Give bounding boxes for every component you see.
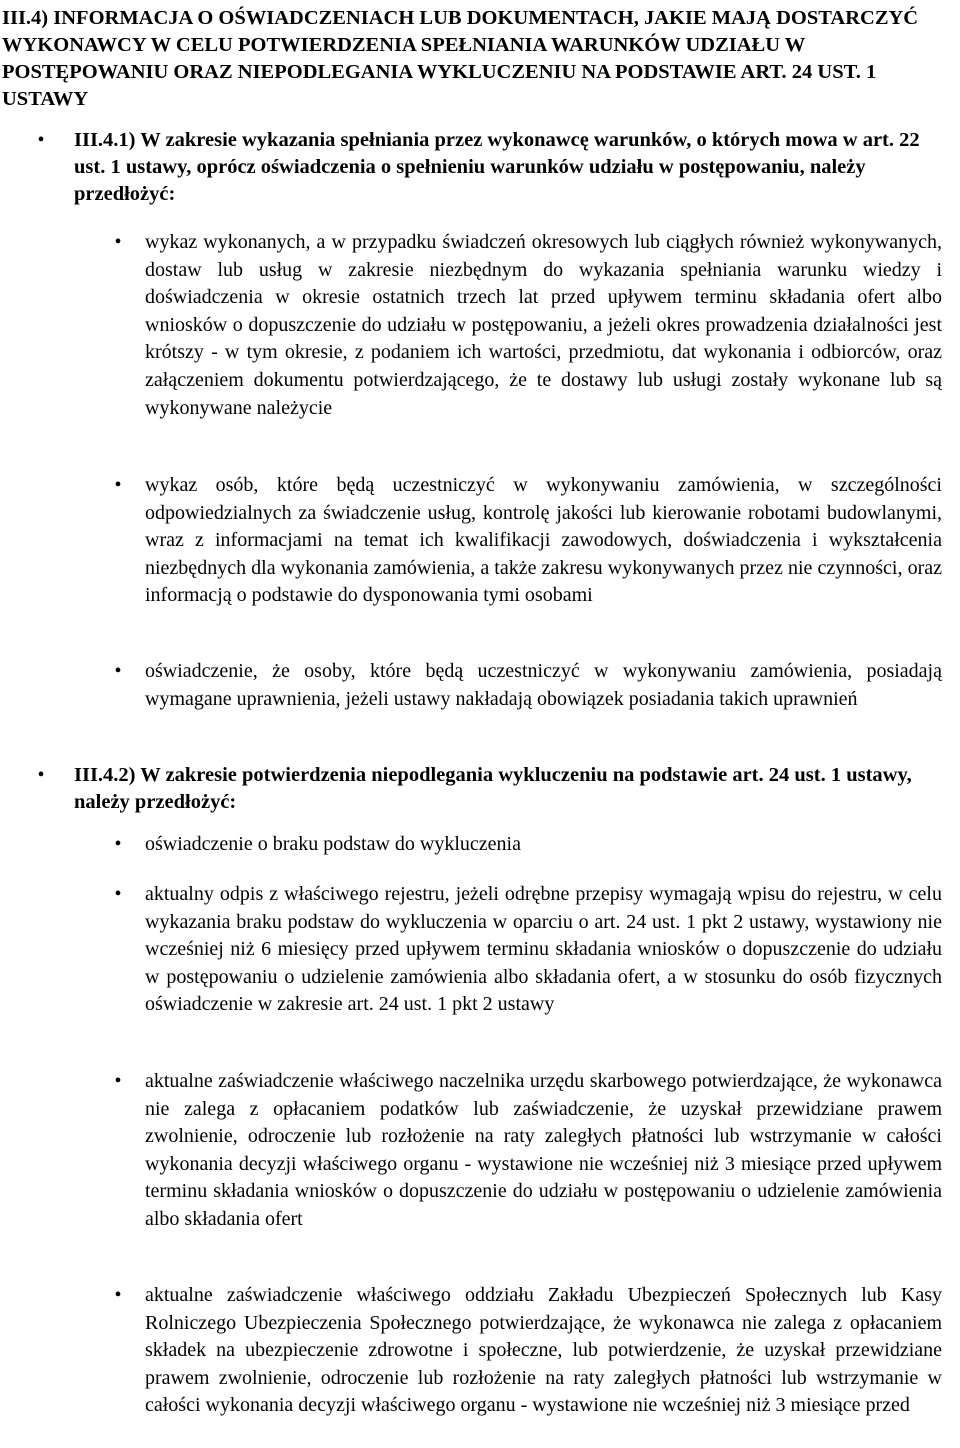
- list-bullet: •: [114, 883, 122, 905]
- list-bullet: •: [114, 833, 122, 855]
- section-bullet: •: [37, 129, 45, 151]
- list-bullet: •: [114, 1070, 122, 1092]
- list-item-text: wykaz wykonanych, a w przypadku świadczeń okresowych lub ciągłych również wykonywanych, dostaw lub usług w zakresie niezbędnym do wykazania spełniania warunku wiedzy i doświadczenia w okresie ostatnich trzech lat przed upływem terminu składania ofert albo wniosków o dopuszczenie do udziału w postępowaniu, a jeżeli okres prowadzenia działalności jest krótszy - w tym okresie, z podaniem ich wartości, przedmiotu, dat wykonania i odbiorców, oraz załączeniem dokumentu potwierdzającego, że te dostawy lub usługi zostały wykonane lub są wykonywane należycie: [145, 231, 942, 419]
- list-item-text: aktualne zaświadczenie właściwego naczelnika urzędu skarbowego potwierdzające, że wykonawca nie zalega z opłacaniem podatków lub zaświadczenie, że uzyskał przewidziane prawem zwolnienie, odroczenie lub rozłożenie na raty zaległych płatności lub wstrzymanie w całości wykonania decyzji właściwego organu - wystawione nie wcześniej niż 3 miesiące przed upływem terminu składania wniosków o dopuszczenie do udziału w postępowaniu o udzielenie zamówienia albo składania ofert: [145, 1070, 942, 1230]
- list-bullet: •: [114, 660, 122, 682]
- list-item-text: oświadczenie, że osoby, które będą uczestniczyć w wykonywaniu zamówienia, posiadają wymagane uprawnienia, jeżeli ustawy nakładają obowiązek posiadania takich uprawnień: [145, 660, 942, 710]
- list-bullet: •: [114, 1284, 122, 1306]
- section-title: III.4.2) W zakresie potwierdzenia niepodlegania wykluczeniu na podstawie art. 24 ust. 1 ustawy, należy przedłożyć:: [74, 764, 912, 813]
- list-item-text: wykaz osób, które będą uczestniczyć w wykonywaniu zamówienia, w szczególności odpowiedzialnych za świadczenie usług, kontrolę jakości lub kierowanie robotami budowlanymi, wraz z informacjami na temat ich kwalifikacji zawodowych, doświadczenia i wykształcenia niezbędnych dla wykonania zamówienia, a także zakresu wykonywanych przez nie czynności, oraz informacją o podstawie do dysponowania tymi osobami: [145, 474, 942, 607]
- section-heading: III.4) INFORMACJA O OŚWIADCZENIACH LUB DOKUMENTACH, JAKIE MAJĄ DOSTARCZYĆ WYKONAWCY W CELU POTWIERDZENIA SPEŁNIANIA WARUNKÓW UDZIAŁU W POSTĘPOWANIU ORAZ NIEPODLEGANIA WYKLUCZENIU NA PODSTAWIE ART. 24 UST. 1 USTAWY: [2, 7, 919, 110]
- list-item-text: aktualny odpis z właściwego rejestru, jeżeli odrębne przepisy wymagają wpisu do rejestru, w celu wykazania braku podstaw do wykluczenia w oparciu o art. 24 ust. 1 pkt 2 ustawy, wystawiony nie wcześniej niż 6 miesięcy przed upływem terminu składania wniosków o dopuszczenie do udziału w postępowaniu o udzielenie zamówienia albo składania ofert, a w stosunku do osób fizycznych oświadczenie w zakresie art. 24 ust. 1 pkt 2 ustawy: [145, 883, 942, 1016]
- list-bullet: •: [114, 231, 122, 253]
- section-bullet: •: [37, 764, 45, 786]
- section-title: III.4.1) W zakresie wykazania spełniania przez wykonawcę warunków, o których mowa w art. 22 ust. 1 ustawy, oprócz oświadczenia o spełnieniu warunków udziału w postępowaniu, należy przedłożyć:: [74, 129, 920, 205]
- list-bullet: •: [114, 474, 122, 496]
- list-item-text: oświadczenie o braku podstaw do wykluczenia: [145, 833, 521, 855]
- list-item-text: aktualne zaświadczenie właściwego oddziału Zakładu Ubezpieczeń Społecznych lub Kasy Rolniczego Ubezpieczenia Społecznego potwierdzające, że wykonawca nie zalega z opłacaniem składek na ubezpieczenie zdrowotne i społeczne, lub potwierdzenie, że uzyskał przewidziane prawem zwolnienie, odroczenie lub rozłożenie na raty zaległych płatności lub wstrzymanie w całości wykonania decyzji właściwego organu - wystawione nie wcześniej niż 3 miesiące przed: [145, 1284, 942, 1417]
